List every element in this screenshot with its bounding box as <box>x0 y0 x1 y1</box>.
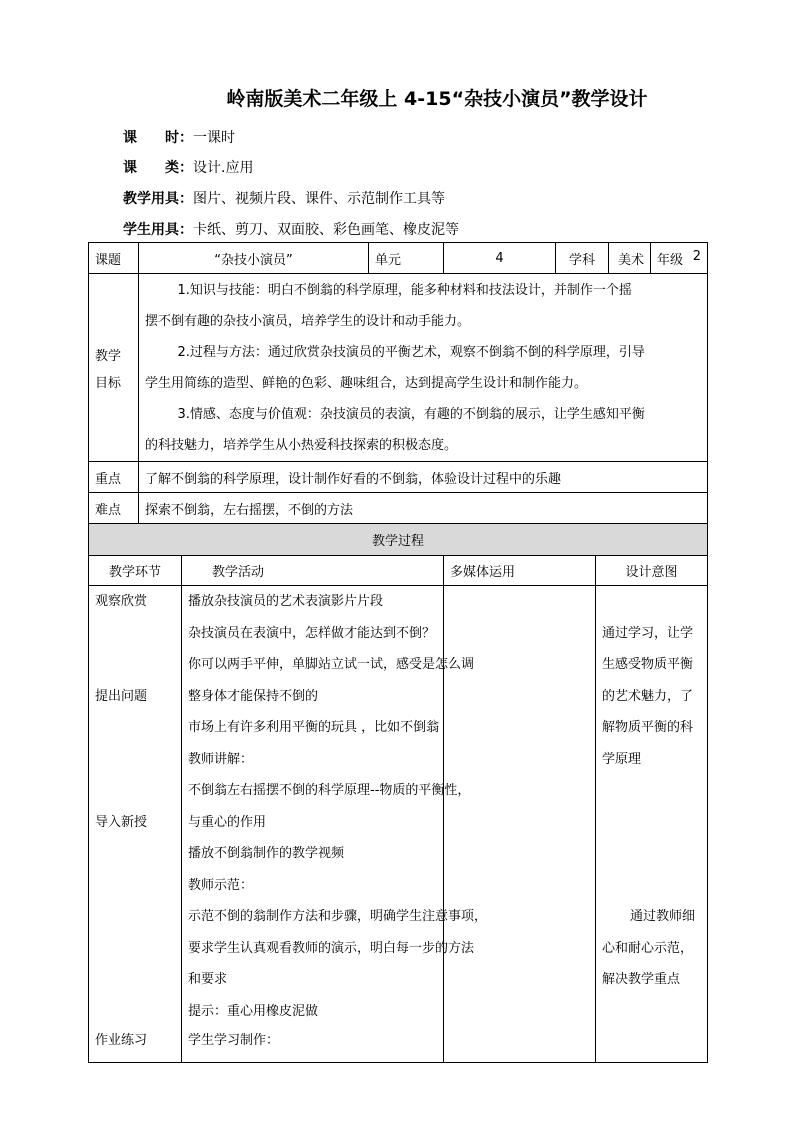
activity-line: 市场上有许多利用平衡的玩具 ，比如不倒翁 <box>188 720 440 735</box>
intent-line: 通过学习，让学 <box>602 626 694 641</box>
intent-line: 生感受物质平衡 <box>602 657 694 672</box>
intent-line: 心和耐心示范， <box>602 941 694 956</box>
activity-line: 杂技演员在表演中，怎样做才能达到不倒？ <box>188 626 436 641</box>
activity-line: 示范不倒的翁制作方法和步骤，明确学生注意事项， <box>188 909 488 924</box>
process-title-row <box>89 524 708 556</box>
key-point-text: 了解不倒翁的科学原理，设计制作好看的不倒翁，体验设计过程中的乐趣 <box>139 462 708 493</box>
objectives-label-2: 目标 <box>95 375 122 391</box>
lesson-plan-table <box>88 242 708 1063</box>
activity-line: 教师示范： <box>188 878 254 893</box>
objective-line: 学生用简练的造型、鲜艳的色彩、趣味组合，达到提高学生设计和制作能力。 <box>145 375 588 391</box>
meta-student-tools-value: 卡纸、剪刀、双面胶、彩色画笔、橡皮泥等 <box>193 222 459 238</box>
difficulty-text: 探索不倒翁，左右摇摆，不倒的方法 <box>139 493 708 524</box>
meta-teaching-tools-value: 图片、视频片段、课件、示范制作工具等 <box>193 191 445 207</box>
steps-cell <box>89 586 182 1063</box>
objective-line: 2.过程与方法：通过欣赏杂技演员的平衡艺术，观察不倒翁不倒的科学原理，引导 <box>177 344 645 360</box>
topic-label: 课题 <box>89 243 139 274</box>
intent-line: 学原理 <box>602 752 642 767</box>
objectives-row <box>89 274 708 462</box>
objective-line: 的科技魅力，培养学生从小热爱科技探索的积极态度。 <box>145 437 458 453</box>
activity-line: 提示：重心用橡皮泥做 <box>188 1004 319 1019</box>
grade-label: 年级 <box>657 252 684 268</box>
objectives-label-1: 教学 <box>95 348 122 364</box>
media-header: 多媒体运用 <box>444 556 596 586</box>
objectives-content <box>139 274 708 462</box>
activity-line: 与重心的作用 <box>188 815 267 830</box>
unit-label: 单元 <box>369 243 444 274</box>
meta-type-key: 课 类： <box>123 160 193 176</box>
activity-line: 学生学习制作： <box>188 1033 280 1048</box>
intent-cell <box>596 586 708 1063</box>
meta-period-value: 一课时 <box>193 130 235 146</box>
difficulty-row <box>89 493 708 524</box>
activity-line: 播放杂技演员的艺术表演影片片段 <box>188 594 384 609</box>
step-observe: 观察欣赏 <box>95 594 148 609</box>
objective-line: 摆不倒有趣的杂技小演员，培养学生的设计和动手能力。 <box>145 313 471 329</box>
objectives-label <box>89 274 139 462</box>
grade-cell <box>651 243 708 274</box>
meta-teaching-tools-key: 教学用具： <box>123 191 193 207</box>
intent-line: 通过教师细 <box>630 909 696 924</box>
step-question: 提出问题 <box>95 689 148 704</box>
activity-line: 你可以两手平伸，单脚站立试一试，感受是怎么调 <box>188 657 475 672</box>
activity-line: 要求学生认真观看教师的演示，明白每一步的方法 <box>188 941 475 956</box>
meta-type-value: 设计.应用 <box>193 160 254 176</box>
document-title: 岭南版美术二年级上 4-15“杂技小演员”教学设计 <box>226 88 648 110</box>
activity-line: 教师讲解： <box>188 752 254 767</box>
subject-value: 美术 <box>609 243 651 274</box>
process-row <box>89 586 708 1063</box>
meta-period <box>123 127 235 147</box>
process-title: 教学过程 <box>89 524 708 556</box>
intent-line: 的艺术魅力，了 <box>602 689 694 704</box>
intent-header: 设计意图 <box>596 556 708 586</box>
meta-student-tools-key: 学生用具： <box>123 222 193 238</box>
grade-value: 2 <box>692 248 702 264</box>
objective-line: 3.情感、态度与价值观：杂技演员的表演，有趣的不倒翁的展示，让学生感知平衡 <box>177 406 645 422</box>
activity-line: 播放不倒翁制作的教学视频 <box>188 846 345 861</box>
topic-value: “杂技小演员” <box>139 243 369 274</box>
subject-label: 学科 <box>556 243 609 274</box>
meta-teaching-tools <box>123 188 445 208</box>
process-header-row <box>89 556 708 586</box>
step-header: 教学环节 <box>89 556 182 586</box>
key-point-label: 重点 <box>89 462 139 493</box>
unit-value: 4 <box>444 243 556 274</box>
header-row <box>89 243 708 274</box>
step-homework: 作业练习 <box>95 1033 148 1048</box>
meta-period-key: 课 时： <box>123 130 193 146</box>
activity-line: 不倒翁左右摇摆不倒的科学原理--物质的平衡性， <box>188 783 471 798</box>
objective-line: 1.知识与技能：明白不倒翁的科学原理，能多种材料和技法设计，并制作一个摇 <box>177 282 632 298</box>
intent-line: 解决教学重点 <box>602 972 681 987</box>
step-introduce: 导入新授 <box>95 815 148 830</box>
intent-line: 解物质平衡的科 <box>602 720 694 735</box>
meta-type <box>123 157 253 177</box>
activity-line: 和要求 <box>188 972 228 987</box>
activities-cell <box>182 586 488 1063</box>
key-point-row <box>89 462 708 493</box>
meta-student-tools <box>123 219 459 239</box>
activity-line: 整身体才能保持不倒的 <box>188 689 319 704</box>
difficulty-label: 难点 <box>89 493 139 524</box>
activity-header: 教学活动 <box>182 556 444 586</box>
